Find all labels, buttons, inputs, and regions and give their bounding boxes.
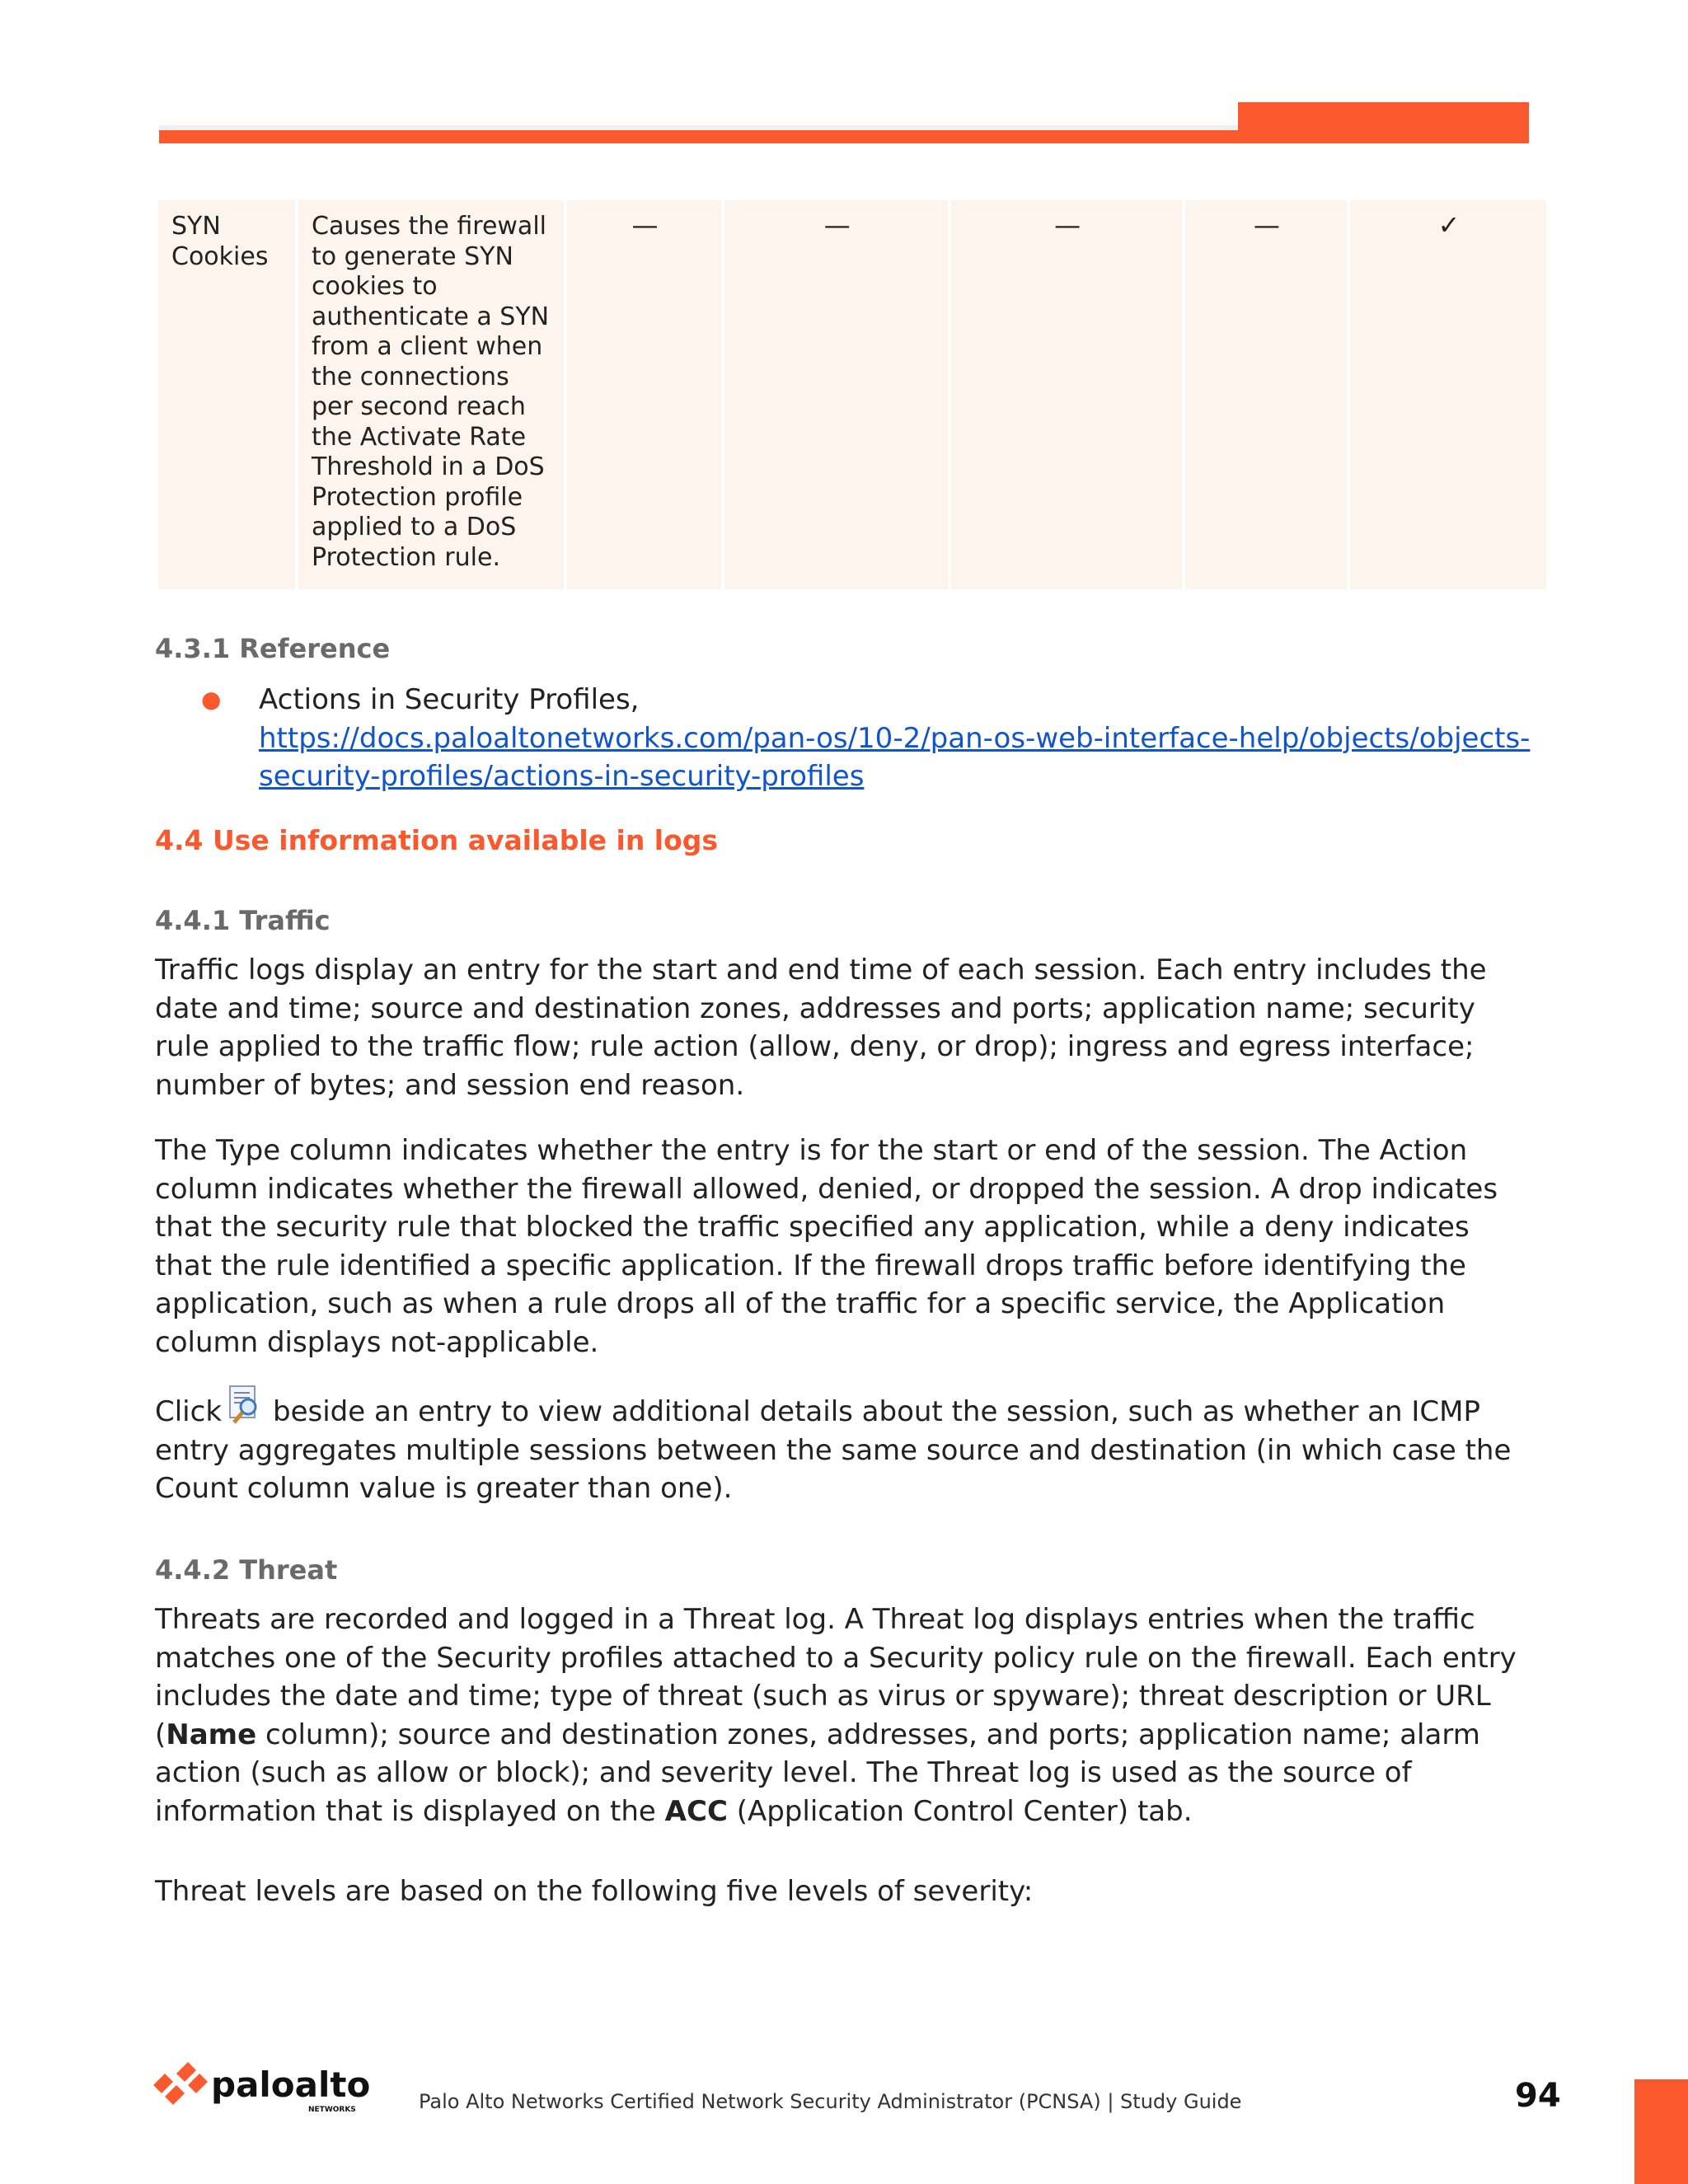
threat-paragraph-1 xyxy=(155,1601,1533,1830)
threat-paragraph-2: Threat levels are based on the following five levels of severity: xyxy=(155,1875,1034,1908)
table-cell-mark: — xyxy=(567,200,721,589)
traffic-paragraph-2: The Type column indicates whether the entry is for the start or end of the session. The Action column indicates whether the firewall allowed, denied, or dropped the session. A drop indicates that the security rule that blocked the traffic specified any application, while a deny indicates that the rule identified a specific application. If the firewall drops traffic before identifying the application, such as when a rule drops all of the traffic for a specific service, the Application column displays not-applicable. xyxy=(155,1134,1498,1359)
threat-text-b: column); source and destination zones, addresses, and ports; application name; alarm action (such as allow or block); and severity level. The Threat log is used as the source of information that is displayed on the xyxy=(155,1718,1480,1828)
click-text: Click xyxy=(155,1395,223,1428)
log-details-magnifier-icon xyxy=(227,1385,265,1427)
traffic-paragraph-3 xyxy=(155,1385,1533,1508)
logo-wordmark: paloalto xyxy=(211,2064,371,2105)
corner-accent-bar xyxy=(1634,2079,1688,2184)
actions-table xyxy=(155,200,1550,589)
table-cell-mark: — xyxy=(724,200,948,589)
table-cell-mark: — xyxy=(951,200,1181,589)
page-number: 94 xyxy=(1515,2077,1561,2115)
threat-heading: 4.4.2 Threat xyxy=(155,1554,338,1586)
table-cell-mark: — xyxy=(1185,200,1347,589)
click-description: beside an entry to view additional details about the session, such as whether an ICMP entry aggregates multiple sessions between the same source and destination (in which case the Count column value is greater than one). xyxy=(155,1395,1512,1505)
table-cell-action: SYN Cookies xyxy=(158,200,295,589)
footer-title: Palo Alto Networks Certified Network Security Administrator (PCNSA) | Study Guide xyxy=(419,2090,1242,2113)
reference-text: Actions in Security Profiles, xyxy=(259,683,640,716)
reference-heading: 4.3.1 Reference xyxy=(155,633,391,664)
threat-text-c: (Application Control Center) tab. xyxy=(727,1794,1193,1828)
threat-name-bold: Name xyxy=(166,1718,257,1751)
reference-link[interactable]: https://docs.paloaltonetworks.com/pan-os/10-2/pan-os-web-interface-help/objects/objects-security-profiles/actions-in-security-profiles xyxy=(259,721,1531,793)
list-item xyxy=(203,681,1538,796)
logo-subtext: NETWORKS xyxy=(308,2106,356,2114)
table-cell-description: Causes the firewall to generate SYN cookies to authenticate a SYN from a client when the connections per second reach the Activate Rate Threshold in a DoS Protection profile applied to a DoS Protection rule. xyxy=(298,200,564,589)
paloalto-logo xyxy=(153,2060,376,2118)
header-bar-accent xyxy=(1238,102,1529,143)
traffic-paragraph-1: Traffic logs display an entry for the start and end time of each session. Each entry includes the date and time; source and destination zones, addresses and ports; application name; security rule applied to the traffic flow; rule action (allow, deny, or drop); ingress and egress interface; number of bytes; and session end reason. xyxy=(155,954,1487,1102)
traffic-heading: 4.4.1 Traffic xyxy=(155,905,331,936)
threat-acc-bold: ACC xyxy=(664,1794,728,1828)
bullet-dot-icon: ● xyxy=(201,686,222,713)
table-cell-check: ✓ xyxy=(1350,200,1546,589)
threat-text-a: Threats are recorded and logged in a Threat log. A Threat log displays entries when the traffic matches one of the Security profiles attached to a Security policy rule on the firewall. Each entry includes the date and time; type of threat (such as virus or spyware); threat description or URL ( xyxy=(155,1603,1517,1751)
section-heading: 4.4 Use information available in logs xyxy=(155,824,719,856)
table-row xyxy=(158,200,1546,589)
